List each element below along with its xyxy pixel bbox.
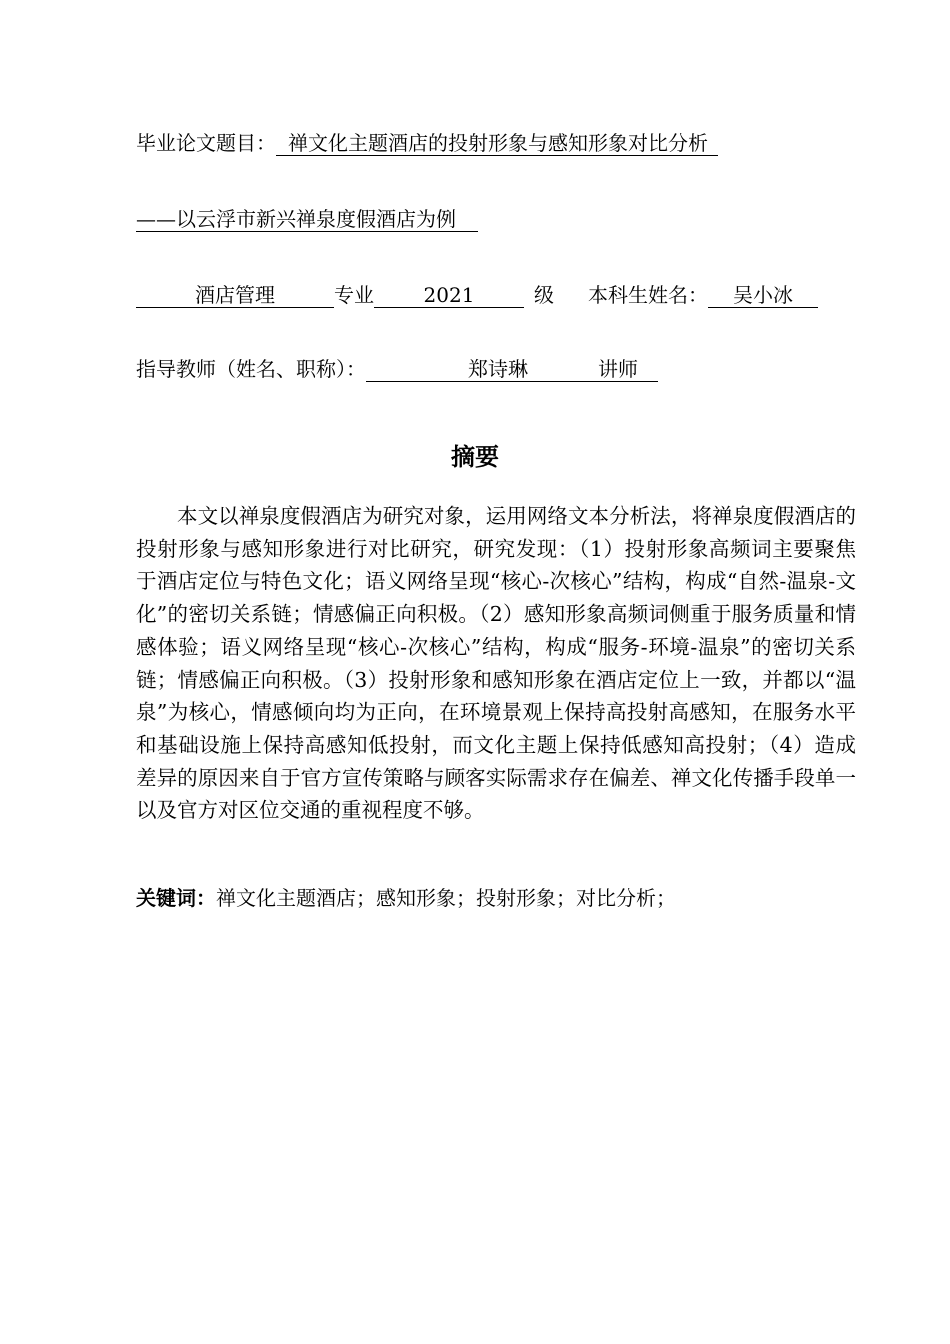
thesis-title-label: 毕业论文题目： xyxy=(136,131,276,155)
abstract-heading: 摘要 xyxy=(451,443,499,471)
advisor-info-row xyxy=(136,356,658,382)
student-name: 吴小冰 xyxy=(708,284,818,308)
advisor-title: 讲师 xyxy=(598,357,638,381)
major-label: 专业 xyxy=(334,283,374,307)
thesis-title-row xyxy=(136,130,718,156)
major-value: 酒店管理 xyxy=(136,284,334,308)
student-label: 本科生姓名： xyxy=(588,283,708,307)
year-label: 级 xyxy=(534,283,554,307)
advisor-name: 郑诗琳 xyxy=(468,357,528,381)
advisor-label: 指导教师（姓名、职称）： xyxy=(136,357,366,381)
advisor-value xyxy=(366,358,658,382)
year-value: 2021 xyxy=(374,284,524,308)
keywords-value: 禅文化主题酒店；感知形象；投射形象；对比分析； xyxy=(216,886,676,910)
thesis-subtitle: ——以云浮市新兴禅泉度假酒店为例 xyxy=(136,208,478,232)
thesis-subtitle-row xyxy=(136,206,478,232)
keywords-label: 关键词： xyxy=(136,886,216,910)
keywords-row xyxy=(136,884,676,912)
thesis-title: 禅文化主题酒店的投射形象与感知形象对比分析 xyxy=(276,132,718,156)
major-info-row xyxy=(136,282,818,308)
abstract-body: 本文以禅泉度假酒店为研究对象，运用网络文本分析法，将禅泉度假酒店的投射形象与感知形象进行对比研究，研究发现：（1）投射形象高频词主要聚焦于酒店定位与特色文化；语义网络呈现“核心-次核心”结构，构成“自然-温泉-文化”的密切关系链；情感偏正向积极。（2）感知形象高频词侧重于服务质量和情感体验；语义网络呈现“核心-次核心”结构，构成“服务-环境-温泉”的密切关系链；情感偏正向积极。（3）投射形象和感知形象在酒店定位上一致，并都以“温泉”为核心，情感倾向均为正向，在环境景观上保持高投射高感知，在服务水平和基础设施上保持高感知低投射，而文化主题上保持低感知高投射；（4）造成差异的原因来自于官方宣传策略与顾客实际需求存在偏差、禅文化传播手段单一以及官方对区位交通的重视程度不够。 xyxy=(136,504,856,823)
